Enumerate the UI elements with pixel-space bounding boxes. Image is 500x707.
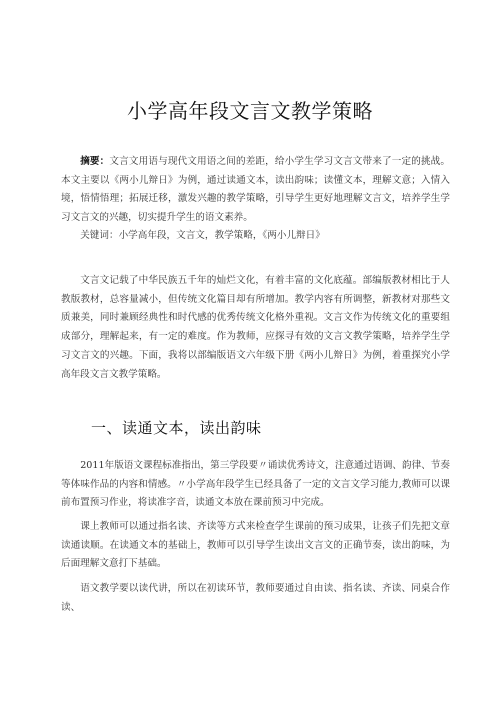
intro-block	[61, 272, 450, 384]
intro-paragraph: 文言文记载了中华民族五千年的灿烂文化，有着丰富的文化底蕴。部编版教材相比于人教版教材，总容量减小，但传统文化篇目却有所增加。教学内容有所调整，新教材对那些文质兼美，同时兼顾经典性和时代感的优秀传统文化格外重视。文言文作为传统文化的重要组成部分，理解起来，有一定的难度。作为教师，应探寻有效的文言文教学策略，培养学生学习文言文的兴趣。下面，我将以部编版语文六年级下册《两小儿辩日》为例，着重探究小学高年段文言文教学策略。	[61, 275, 450, 380]
keywords-paragraph	[61, 227, 450, 246]
section-paragraph-3-block	[61, 580, 450, 617]
abstract-label: 摘要：	[80, 156, 110, 167]
section-paragraph-1: 2011年版语文课程标准指出，第三学段要〃诵读优秀诗文，注意通过语调、韵律、节奏等体味作品的内容和情感。〃小学高年段学生已经具备了一定的文言文学习能力,教师可以课前布置预习作业，将读准字音，读通文本放在课前预习中完成。	[61, 460, 450, 509]
document-title: 小学高年段文言文教学策略	[127, 99, 373, 123]
keywords-label: 关键词：	[80, 230, 119, 241]
section-paragraph-2: 课上教师可以通过指名读、齐读等方式来检查学生课前的预习成果，让孩子们先把文章读通读顺。在读通文本的基础上，教师可以引导学生读出文言文的正确节奏，读出韵味，为后面理解文意打下基础。	[61, 521, 450, 570]
section-paragraph-1-block	[61, 457, 450, 513]
abstract-paragraph	[61, 153, 450, 228]
abstract-block	[61, 153, 450, 228]
section-paragraph-3: 语文教学要以读代讲，所以在初读环节，教师要通过自由读、指名读、齐读、同桌合作读、	[61, 583, 450, 613]
keywords-block	[61, 227, 450, 246]
section-paragraph-2-block	[61, 518, 450, 574]
keywords-text: 小学高年段，文言文，教学策略，《两小儿辩日》	[118, 230, 325, 241]
abstract-text: 文言文用语与现代文用语之间的差距，给小学生学习文言文带来了一定的挑战。本文主要以《两小儿辩日》为例，通过读通文本，读出韵味；读懂文本，理解文意；入情入境，悟情悟理；拓展迁移，激发兴趣的教学策略，引导学生更好地理解文言文，培养学生学习文言文的兴趣，切实提升学生的语文素养。	[61, 156, 451, 224]
section-heading: 一、读通文本，读出韵味	[91, 419, 262, 437]
